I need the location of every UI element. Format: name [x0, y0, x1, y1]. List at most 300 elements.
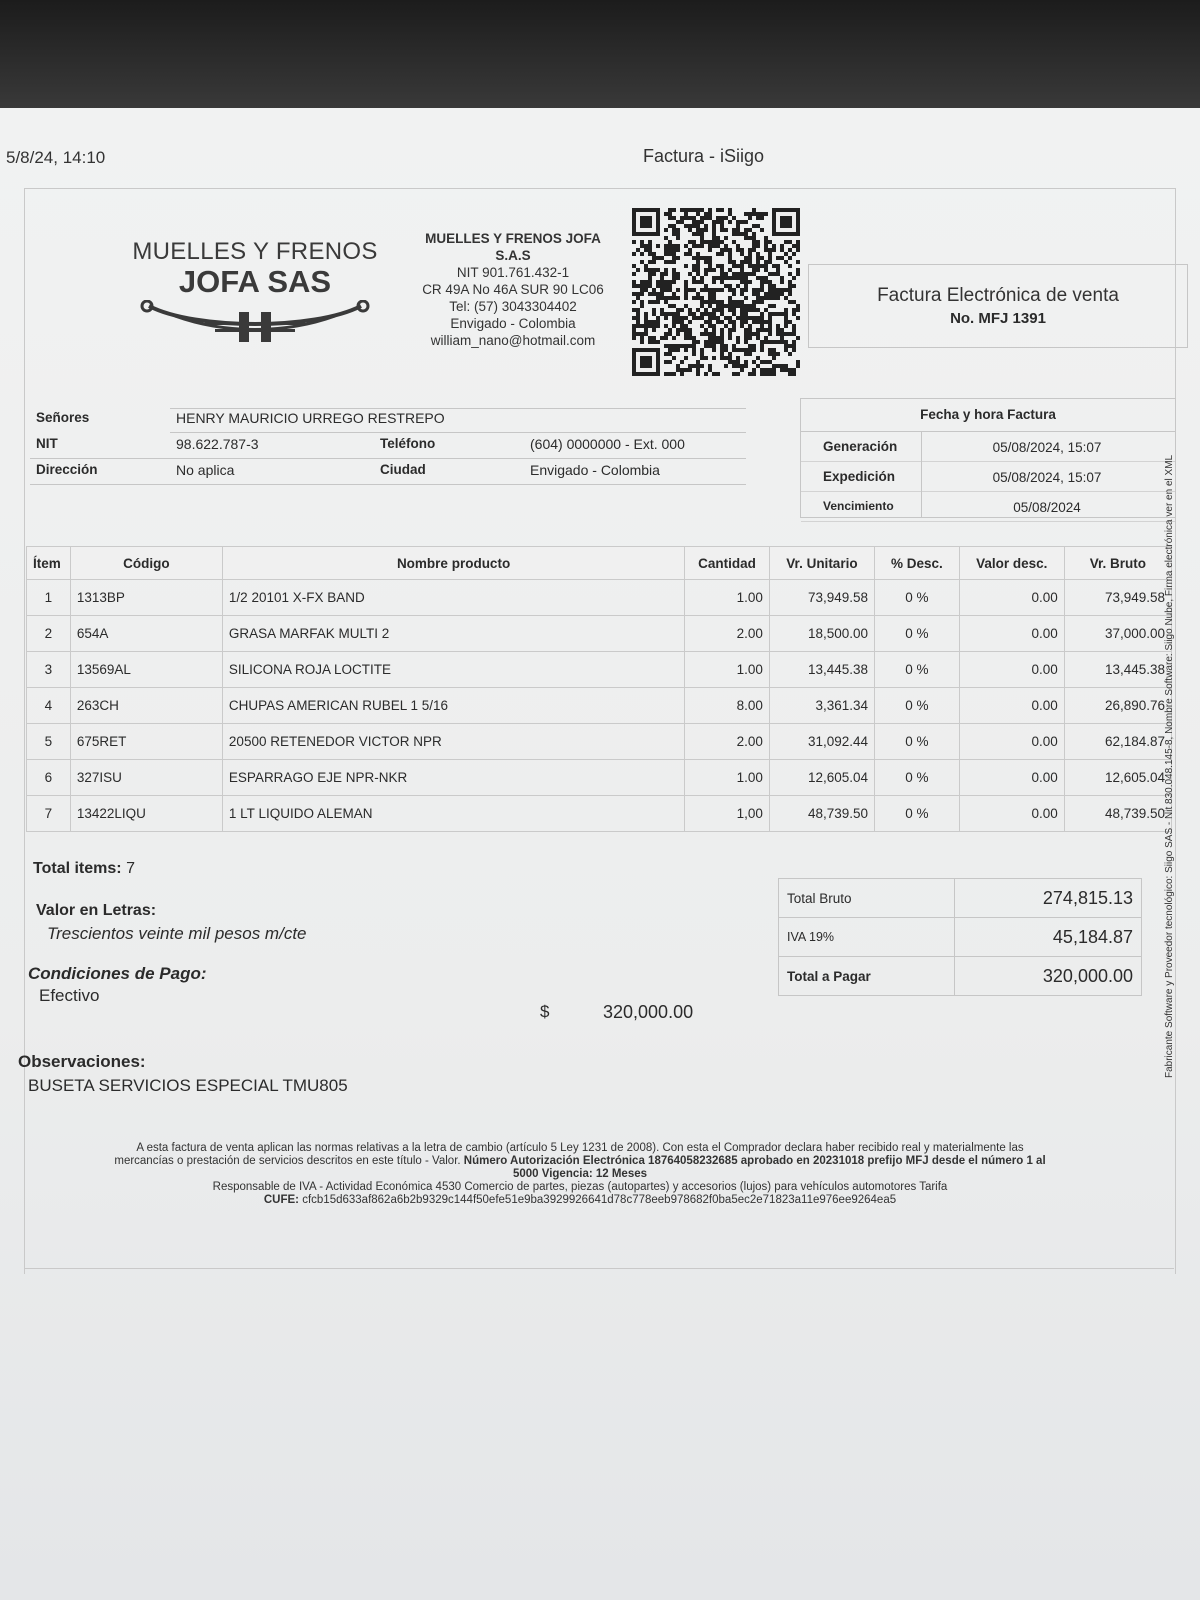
qr-module — [756, 256, 760, 260]
qr-module — [728, 248, 732, 252]
qr-module — [760, 300, 764, 304]
qr-module — [796, 240, 800, 244]
qr-module — [740, 260, 744, 264]
qr-module — [780, 248, 784, 252]
qr-module — [776, 256, 780, 260]
qr-module — [744, 360, 748, 364]
cufe-label: CUFE: — [263, 1194, 299, 1206]
qr-module — [664, 316, 668, 320]
qr-module — [744, 296, 748, 300]
qr-module — [760, 284, 764, 288]
qr-module — [680, 344, 684, 348]
qr-module — [772, 312, 776, 316]
qr-module — [788, 292, 792, 296]
qr-module — [756, 224, 760, 228]
qr-module — [776, 352, 780, 356]
qr-module — [692, 280, 696, 284]
item-name: 20500 RETENEDOR VICTOR NPR — [222, 724, 684, 760]
qr-module — [704, 356, 708, 360]
qr-module — [672, 348, 676, 352]
logo-line1: MUELLES Y FRENOS — [132, 238, 378, 265]
qr-module — [716, 216, 720, 220]
qr-module — [764, 260, 768, 264]
payment-amount: 320,000.00 — [603, 1002, 694, 1022]
qr-module — [772, 288, 776, 292]
qr-module — [740, 364, 744, 368]
qr-module — [640, 284, 644, 288]
qr-module — [672, 344, 676, 348]
item-unit-price: 3,361.34 — [769, 688, 874, 724]
qr-module — [648, 252, 652, 256]
qr-module — [720, 328, 724, 332]
total-pagar-label: Total a Pagar — [779, 957, 955, 996]
item-name: SILICONA ROJA LOCTITE — [222, 652, 684, 688]
qr-module — [776, 340, 780, 344]
qr-module — [740, 220, 744, 224]
client-row-senores — [30, 406, 746, 432]
qr-module — [696, 268, 700, 272]
qr-module — [664, 336, 668, 340]
qr-module — [780, 332, 784, 336]
qr-module — [668, 284, 672, 288]
qr-module — [632, 324, 636, 328]
qr-module — [756, 260, 760, 264]
qr-module — [756, 252, 760, 256]
qr-module — [756, 212, 760, 216]
qr-module — [688, 332, 692, 336]
item-number: 5 — [27, 724, 71, 760]
qr-module — [692, 220, 696, 224]
qr-module — [724, 316, 728, 320]
qr-module — [788, 320, 792, 324]
qr-module — [768, 312, 772, 316]
qr-module — [664, 272, 668, 276]
qr-module — [636, 248, 640, 252]
qr-module — [708, 240, 712, 244]
qr-module — [744, 256, 748, 260]
qr-module — [644, 324, 648, 328]
qr-module — [652, 312, 656, 316]
item-disc-pct: 0 % — [875, 580, 960, 616]
qr-module — [748, 264, 752, 268]
qr-module — [748, 308, 752, 312]
qr-module — [784, 364, 788, 368]
qr-module — [752, 232, 756, 236]
qr-module — [740, 368, 744, 372]
qr-module — [716, 316, 720, 320]
qr-module — [648, 320, 652, 324]
qr-module — [700, 332, 704, 336]
qr-module — [684, 208, 688, 212]
company-email: william_nano@hotmail.com — [430, 333, 596, 348]
qr-module — [732, 232, 736, 236]
qr-module — [696, 316, 700, 320]
direccion-label: Dirección — [36, 462, 98, 477]
qr-module — [728, 256, 732, 260]
qr-module — [772, 244, 776, 248]
qr-module — [640, 280, 644, 284]
qr-module — [748, 236, 752, 240]
qr-module — [756, 288, 760, 292]
qr-module — [780, 336, 784, 340]
qr-module — [736, 248, 740, 252]
qr-module — [740, 288, 744, 292]
item-name: CHUPAS AMERICAN RUBEL 1 5/16 — [222, 688, 684, 724]
qr-module — [668, 304, 672, 308]
item-name: 1 LT LIQUIDO ALEMAN — [222, 796, 684, 832]
qr-module — [780, 368, 784, 372]
item-name: GRASA MARFAK MULTI 2 — [222, 616, 684, 652]
qr-module — [708, 304, 712, 308]
qr-module — [784, 340, 788, 344]
qr-module — [712, 268, 716, 272]
qr-module — [764, 336, 768, 340]
qr-module — [684, 216, 688, 220]
qr-module — [740, 272, 744, 276]
qr-module — [680, 216, 684, 220]
items-header-row — [27, 547, 1172, 580]
qr-module — [708, 260, 712, 264]
qr-module — [752, 344, 756, 348]
item-gross: 12,605.04 — [1064, 760, 1171, 796]
legal-line4: Responsable de IVA - Actividad Económica 4530 Comercio de partes, piezas (autopartes) y accesorios (lujos) para vehículos automotores Tarifa — [212, 1181, 948, 1193]
qr-module — [752, 272, 756, 276]
item-number: 6 — [27, 760, 71, 796]
qr-module — [792, 344, 796, 348]
qr-module — [768, 240, 772, 244]
iva-label: IVA 19% — [779, 918, 955, 957]
qr-module — [732, 216, 736, 220]
qr-module — [684, 336, 688, 340]
qr-module — [708, 344, 712, 348]
qr-module — [704, 344, 708, 348]
qr-module — [636, 296, 640, 300]
qr-module — [756, 240, 760, 244]
qr-module — [772, 292, 776, 296]
qr-module — [652, 320, 656, 324]
qr-module — [708, 208, 712, 212]
qr-module — [672, 316, 676, 320]
qr-module — [748, 216, 752, 220]
qr-module — [792, 340, 796, 344]
qr-module — [672, 232, 676, 236]
qr-module — [744, 340, 748, 344]
qr-module — [652, 272, 656, 276]
qr-module — [740, 348, 744, 352]
qr-module — [728, 296, 732, 300]
qr-module — [724, 216, 728, 220]
client-line — [170, 432, 746, 433]
qr-module — [748, 328, 752, 332]
qr-module — [736, 304, 740, 308]
qr-module — [708, 300, 712, 304]
qr-module — [664, 228, 668, 232]
qr-module — [760, 228, 764, 232]
qr-module — [700, 304, 704, 308]
qr-module — [652, 268, 656, 272]
qr-module — [732, 240, 736, 244]
qr-module — [760, 344, 764, 348]
company-type: S.A.S — [495, 248, 531, 263]
qr-module — [668, 328, 672, 332]
item-number: 2 — [27, 616, 71, 652]
qr-module — [664, 332, 668, 336]
qr-module — [664, 260, 668, 264]
qr-module — [728, 276, 732, 280]
qr-module — [696, 296, 700, 300]
item-number: 3 — [27, 652, 71, 688]
qr-module — [636, 324, 640, 328]
qr-module — [732, 320, 736, 324]
qr-module — [748, 336, 752, 340]
qr-module — [740, 308, 744, 312]
qr-module — [672, 216, 676, 220]
qr-module — [664, 344, 668, 348]
qr-module — [720, 332, 724, 336]
qr-module — [700, 244, 704, 248]
col-unitario: Vr. Unitario — [769, 547, 874, 580]
qr-module — [768, 292, 772, 296]
qr-module — [736, 372, 740, 376]
client-line — [30, 484, 746, 485]
qr-module — [652, 328, 656, 332]
qr-module — [648, 284, 652, 288]
qr-module — [792, 372, 796, 376]
qr-module — [704, 268, 708, 272]
qr-module — [732, 348, 736, 352]
qr-module — [728, 288, 732, 292]
qr-module — [768, 248, 772, 252]
qr-module — [716, 252, 720, 256]
qr-module — [648, 324, 652, 328]
qr-module — [632, 308, 636, 312]
company-phone: Tel: (57) 3043304402 — [449, 299, 577, 314]
qr-module — [776, 292, 780, 296]
qr-module — [744, 348, 748, 352]
qr-module — [668, 260, 672, 264]
qr-module — [772, 348, 776, 352]
qr-module — [760, 348, 764, 352]
qr-module — [780, 364, 784, 368]
qr-module — [692, 208, 696, 212]
qr-module — [684, 264, 688, 268]
qr-module — [648, 240, 652, 244]
qr-module — [692, 312, 696, 316]
qr-module — [672, 280, 676, 284]
qr-module — [660, 272, 664, 276]
qr-module — [776, 328, 780, 332]
qr-module — [680, 308, 684, 312]
qr-module — [696, 260, 700, 264]
qr-module — [760, 360, 764, 364]
qr-module — [772, 340, 776, 344]
item-gross: 26,890.76 — [1064, 688, 1171, 724]
qr-module — [656, 296, 660, 300]
qr-module — [720, 348, 724, 352]
qr-module — [748, 316, 752, 320]
document-frame-bottom — [24, 1268, 1174, 1269]
qr-module — [700, 228, 704, 232]
qr-module — [756, 276, 760, 280]
qr-module — [676, 272, 680, 276]
qr-module — [744, 276, 748, 280]
qr-module — [732, 264, 736, 268]
items-table — [26, 546, 1172, 832]
qr-module — [772, 248, 776, 252]
qr-finder — [640, 356, 652, 368]
qr-module — [744, 236, 748, 240]
qr-module — [772, 304, 776, 308]
qr-module — [712, 308, 716, 312]
table-row — [27, 760, 1172, 796]
qr-module — [660, 336, 664, 340]
qr-module — [744, 352, 748, 356]
qr-module — [768, 316, 772, 320]
qr-module — [796, 336, 800, 340]
qr-module — [720, 272, 724, 276]
qr-module — [748, 304, 752, 308]
qr-module — [696, 208, 700, 212]
qr-module — [656, 316, 660, 320]
qr-module — [676, 308, 680, 312]
qr-module — [756, 268, 760, 272]
qr-module — [724, 244, 728, 248]
qr-module — [792, 348, 796, 352]
table-row — [27, 796, 1172, 832]
qr-module — [708, 248, 712, 252]
qr-module — [696, 224, 700, 228]
qr-module — [732, 272, 736, 276]
qr-module — [708, 288, 712, 292]
item-name: 1/2 20101 X-FX BAND — [222, 580, 684, 616]
qr-module — [656, 268, 660, 272]
item-qty: 1.00 — [685, 652, 770, 688]
qr-module — [692, 348, 696, 352]
software-provider-vertical — [1164, 398, 1180, 1078]
qr-module — [680, 368, 684, 372]
qr-module — [716, 240, 720, 244]
qr-module — [756, 328, 760, 332]
qr-module — [652, 308, 656, 312]
qr-module — [744, 308, 748, 312]
qr-module — [664, 296, 668, 300]
qr-module — [636, 308, 640, 312]
qr-module — [728, 320, 732, 324]
qr-module — [704, 320, 708, 324]
qr-module — [700, 356, 704, 360]
qr-module — [792, 368, 796, 372]
qr-module — [712, 236, 716, 240]
generacion-label: Generación — [823, 439, 898, 454]
company-nit: NIT 901.761.432-1 — [456, 265, 570, 280]
qr-module — [668, 280, 672, 284]
qr-module — [752, 292, 756, 296]
qr-module — [632, 252, 636, 256]
qr-module — [724, 348, 728, 352]
qr-module — [724, 248, 728, 252]
qr-module — [688, 312, 692, 316]
qr-module — [632, 332, 636, 336]
qr-module — [724, 284, 728, 288]
qr-module — [744, 228, 748, 232]
qr-module — [660, 284, 664, 288]
qr-module — [772, 356, 776, 360]
qr-module — [712, 324, 716, 328]
qr-module — [684, 344, 688, 348]
qr-module — [672, 256, 676, 260]
qr-module — [712, 276, 716, 280]
qr-module — [788, 248, 792, 252]
qr-module — [748, 248, 752, 252]
qr-module — [748, 324, 752, 328]
qr-module — [692, 296, 696, 300]
qr-module — [636, 332, 640, 336]
qr-module — [700, 288, 704, 292]
qr-module — [772, 284, 776, 288]
qr-module — [688, 328, 692, 332]
qr-module — [716, 264, 720, 268]
item-number: 1 — [27, 580, 71, 616]
qr-module — [696, 256, 700, 260]
qr-module — [756, 296, 760, 300]
qr-module — [696, 244, 700, 248]
qr-module — [668, 288, 672, 292]
qr-module — [788, 332, 792, 336]
qr-module — [784, 296, 788, 300]
qr-module — [644, 280, 648, 284]
qr-module — [708, 340, 712, 344]
qr-module — [708, 332, 712, 336]
invoice-dates-box — [800, 398, 1176, 518]
qr-module — [768, 360, 772, 364]
qr-module — [688, 240, 692, 244]
invoice-number: No. MFJ 1391 — [950, 310, 1046, 327]
qr-module — [664, 360, 668, 364]
qr-module — [788, 300, 792, 304]
qr-module — [764, 248, 768, 252]
qr-module — [732, 328, 736, 332]
qr-module — [744, 312, 748, 316]
qr-module — [748, 280, 752, 284]
qr-module — [756, 356, 760, 360]
table-row — [27, 652, 1172, 688]
qr-module — [676, 244, 680, 248]
qr-module — [672, 312, 676, 316]
qr-module — [672, 276, 676, 280]
qr-module — [708, 296, 712, 300]
qr-module — [684, 292, 688, 296]
qr-module — [720, 240, 724, 244]
qr-module — [732, 288, 736, 292]
item-code: 1313BP — [70, 580, 222, 616]
qr-module — [720, 300, 724, 304]
item-unit-price: 31,092.44 — [769, 724, 874, 760]
qr-module — [752, 320, 756, 324]
qr-module — [712, 224, 716, 228]
qr-module — [772, 364, 776, 368]
qr-module — [712, 240, 716, 244]
client-row-direccion — [30, 458, 746, 484]
qr-module — [684, 328, 688, 332]
condiciones-value: Efectivo — [39, 986, 100, 1005]
qr-module — [704, 228, 708, 232]
qr-module — [792, 300, 796, 304]
qr-module — [668, 372, 672, 376]
qr-module — [692, 364, 696, 368]
generacion-value: 05/08/2024, 15:07 — [992, 440, 1102, 455]
qr-module — [688, 224, 692, 228]
qr-module — [752, 264, 756, 268]
